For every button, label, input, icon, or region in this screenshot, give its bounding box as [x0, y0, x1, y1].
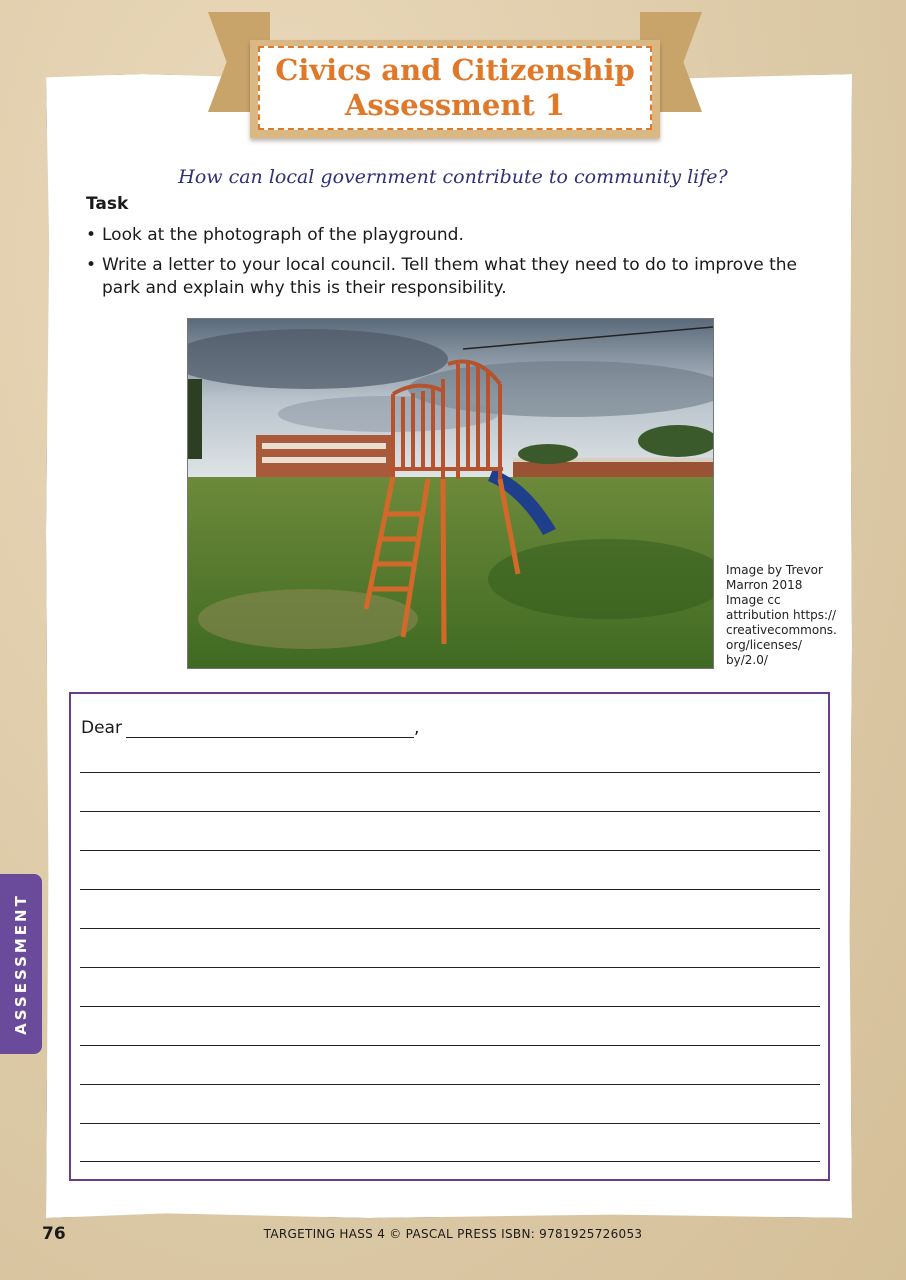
recipient-blank-line[interactable] [126, 721, 414, 738]
task-bullet: • Look at the photograph of the playground. [86, 224, 816, 247]
salutation-label: Dear [81, 718, 122, 738]
credit-line: Image by Trevor [726, 563, 823, 577]
page-number: 76 [42, 1224, 66, 1244]
credit-line: attribution https:// [726, 608, 837, 622]
footer-copyright: TARGETING HASS 4 © PASCAL PRESS ISBN: 9781925726053 [263, 1227, 643, 1241]
task-bullets [86, 224, 816, 307]
letter-writing-box[interactable] [69, 692, 830, 1181]
playground-photo-illustration [188, 319, 713, 668]
writing-line[interactable] [80, 1006, 820, 1007]
credit-line: by/2.0/ [726, 653, 768, 667]
inquiry-question: How can local government contribute to community life? [178, 166, 728, 188]
writing-line[interactable] [80, 1045, 820, 1046]
writing-line[interactable] [80, 889, 820, 890]
writing-line[interactable] [80, 967, 820, 968]
title-line-1: Civics and Citizenship [275, 53, 635, 87]
side-tab-label: ASSESSMENT [12, 893, 30, 1035]
writing-line[interactable] [80, 772, 820, 773]
writing-line[interactable] [80, 928, 820, 929]
salutation-row [81, 718, 419, 738]
title-line-2: Assessment 1 [344, 88, 566, 122]
writing-line[interactable] [80, 1084, 820, 1085]
assessment-side-tab [0, 874, 42, 1054]
task-bullet: • Write a letter to your local council. Tell them what they need to do to improve the park and explain why this is their responsibility. [86, 254, 816, 300]
image-credit [726, 563, 846, 668]
writing-line[interactable] [80, 1161, 820, 1162]
credit-line: Image cc [726, 593, 781, 607]
writing-line[interactable] [80, 1123, 820, 1124]
task-heading: Task [86, 194, 129, 214]
writing-line[interactable] [80, 850, 820, 851]
credit-line: Marron 2018 [726, 578, 803, 592]
title-banner-inner [258, 46, 652, 130]
credit-line: org/licenses/ [726, 638, 802, 652]
playground-photo [187, 318, 714, 669]
title-banner [250, 40, 660, 138]
credit-line: creativecommons. [726, 623, 837, 637]
writing-line[interactable] [80, 811, 820, 812]
salutation-comma: , [413, 718, 420, 738]
